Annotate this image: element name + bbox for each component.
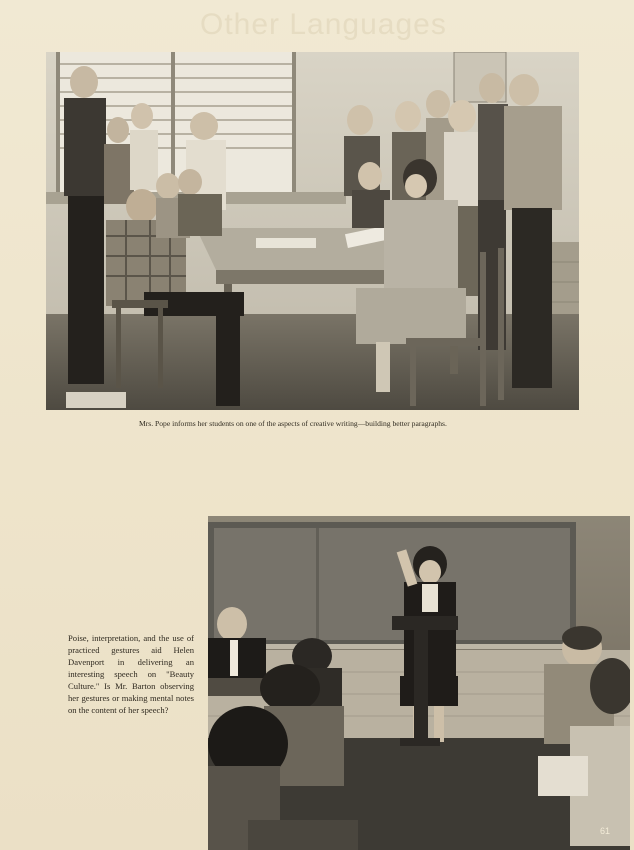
page-number: 61 [600, 826, 611, 836]
show-through-heading: Other Languages [200, 8, 447, 41]
classroom-photo [46, 52, 579, 410]
speech-photo [208, 516, 630, 850]
caption-speech: Poise, interpretation, and the use of practiced gestures aid Helen Davenport in delivering an interesting speech on "Beauty Culture." Is Mr. Barton observing her gestures or making mental notes on the content of her speech? [68, 633, 194, 715]
caption-creative-writing: Mrs. Pope informs her students on one of the aspects of creative writing—building better paragraphs. [139, 419, 447, 428]
